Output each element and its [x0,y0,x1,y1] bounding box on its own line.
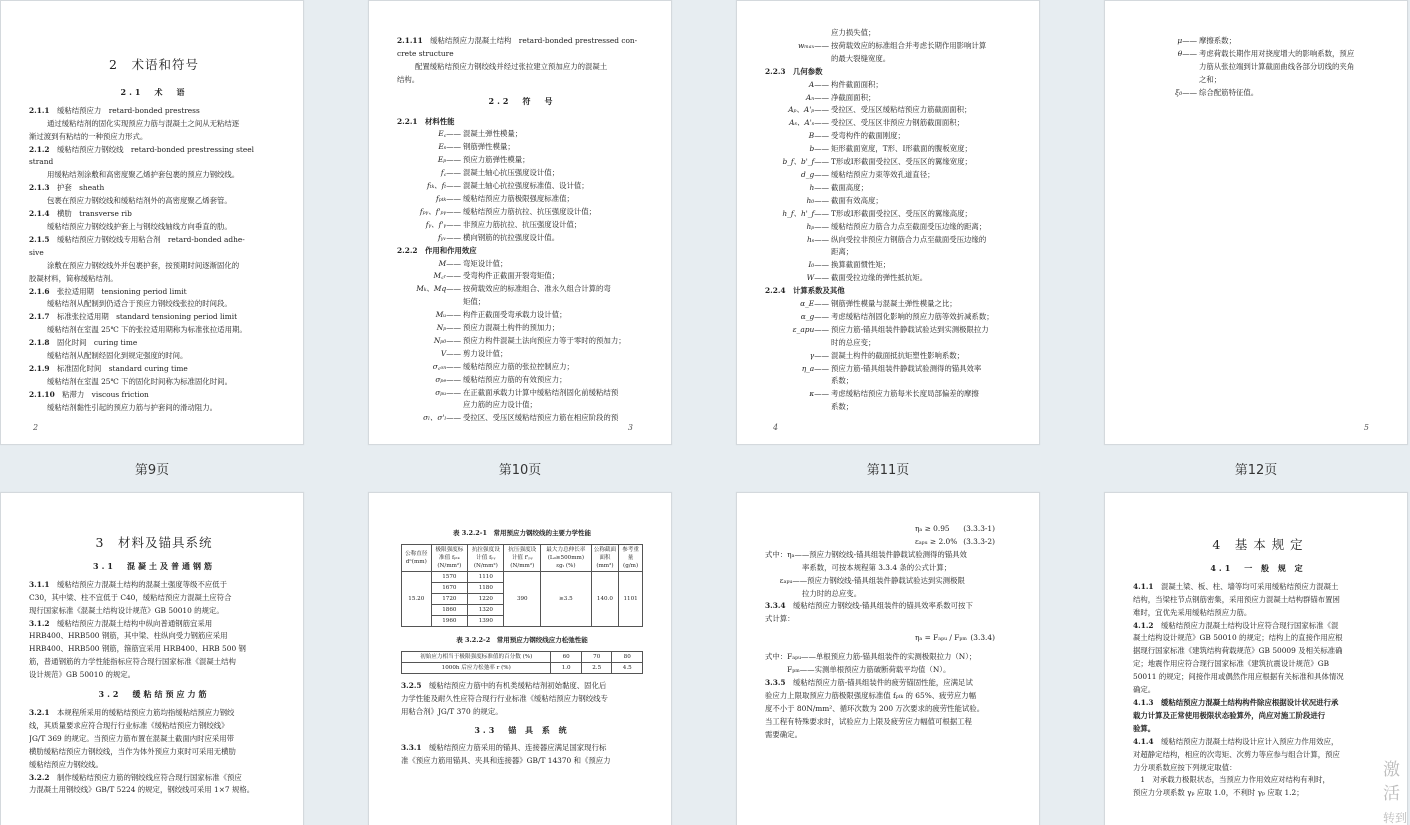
text-line: 缓粘结预应力钢绞线。 [29,759,103,769]
text-line: HRB400、HRB500 钢筋，其中梁、柱纵向受力钢筋应采用 [29,631,228,641]
text-line: 配置缓粘结预应力钢绞线并经过张拉建立预加应力的混凝土 [415,61,608,71]
page-thumbnail-10[interactable] [368,0,672,445]
section-title: 3.2 缓粘结预应力筋 [98,689,210,700]
symbol-row: Eₛ—— 钢筋弹性模量； [438,142,515,152]
symbol-row: fₜₖ、fₜ—— 混凝土轴心抗拉强度标准值、设计值； [427,181,589,191]
text-line: 2.1.3 护套 sheath [29,183,105,193]
symbol-row: η_a—— 预应力筋-锚具组装件静载试验测得的锚具效率 [801,363,982,373]
symbol-row: fᵧ、f'ᵧ—— 非预应力筋抗拉、抗压强度设计值； [425,219,582,229]
symbol-row: A—— 构件截面面积； [808,79,883,89]
page-12-content [1133,35,1383,100]
text-line: sive [29,247,44,257]
table-caption: 表 3.2.2-1 常用预应力钢绞线的主要力学性能 [452,529,592,537]
symbol-row: 的最大裂缝宽度。 [831,53,891,63]
page-thumbnail-12[interactable] [1104,0,1408,445]
subsection-heading: 2.2.2 作用和作用效应 [397,245,477,255]
symbol-row: B—— 受弯构件的截面刚度； [808,131,905,141]
text-line: 4.1.3 缓粘结预应力混凝土结构构件除应根据设计状况进行承 [1133,697,1339,707]
page-11-content [765,27,1015,414]
text-line: 率系数，可按本规程第 3.3.4 条的公式计算； [765,562,952,572]
text-line: C30，其中梁、柱不宜低于 C40，缓粘结预应力混凝土应符合 [29,592,232,602]
page-label-12[interactable]: 第12页 [1234,463,1278,478]
symbol-row: Eₚ—— 预应力筋弹性模量； [437,155,530,165]
text-line: JG/T 369 的规定。当预应力筋布置在混凝土截面内时应采用带 [29,733,235,743]
symbol-row: 系数； [831,402,854,412]
text-line: 当工程有特殊要求时，试验应力上限及疲劳应力幅值可根据工程 [765,716,972,726]
symbol-row: f꜀—— 混凝土轴心抗压强度设计值； [440,168,560,178]
section-title: 3.3 锚 具 系 统 [474,724,570,735]
symbol-row: b—— 矩形截面宽度，T形、I形截面的腹板宽度； [809,144,972,154]
section-title: 3.1 混凝土及普通钢筋 [93,560,215,571]
table-row: 初始应力相当于极限强度标准值的百分数 (%) 60 70 80 [402,651,643,662]
text-line: 2.1.2 缓粘结预应力钢绞线 retard-bonded prestressing steel [29,144,255,154]
text-line: 2.1.10 粘滞力 viscous friction [29,389,149,399]
symbol-row: Nₚ—— 预应力混凝土构件的预加力； [436,323,560,333]
page-9-content [29,31,279,415]
symbol-row: Mₖ、Mq—— 按荷载效应的标准组合、准永久组合计算的弯 [416,284,611,294]
text-line: 式中：ηₐ——预应力钢绞线-锚具组装件静载试验测得的锚具效 [765,549,967,559]
text-line: 1 对承载力极限状态，当预应力作用效应对结构有利时， [1133,775,1330,785]
table-header-cell: 参考重量 (g/m) [619,544,643,571]
text-line: 2.1.8 固化时间 curing time [29,338,138,348]
page-thumbnail-15[interactable] [736,492,1040,825]
page-thumbnail-9[interactable] [0,0,304,445]
text-line: 力分项系数应按下列规定取值： [1133,762,1237,772]
symbol-row: I₀—— 换算截面惯性矩； [808,260,891,270]
relaxation-table [401,651,643,674]
page-thumbnail-13[interactable] [0,492,304,825]
symbol-row: σₚₑ—— 缓粘结预应力筋的有效预应力； [435,374,567,384]
table-header-cell: 抗拉强度设计值 fₚᵧ (N/mm²) [468,544,504,571]
symbol-row: W—— 截面受拉边缘的弹性抵抗矩。 [806,273,928,283]
symbol-row: 距离； [831,247,854,257]
text-line: 横肋缓粘结预应力钢绞线，当作为体外预应力束时可采用无横肋 [29,746,236,756]
text-line: 验算。 [1133,723,1156,733]
symbol-row: hₛ—— 纵向受拉非预应力钢筋合力点至截面受压边缘的 [806,234,987,244]
text-line: 3.2.5 缓粘结预应力筋中的有机类缓粘结剂初始黏度、固化后 [401,680,607,690]
page-thumbnail-16[interactable] [1104,492,1408,825]
text-line: 3.3.5 缓粘结预应力筋-锚具组装件的疲劳锚固性能，应满足试 [765,677,973,687]
text-line: 用缓粘结剂涂敷和高密度聚乙烯护套包裹的预应力钢绞线。 [47,170,240,180]
symbol-row: d_g—— 缓粘结预应力束等效孔道直径； [801,169,935,179]
chapter-title: 3 材料及锚具系统 [95,535,213,550]
symbol-row: α_E—— 钢筋弹性模量与混凝土弹性模量之比； [800,299,957,309]
text-line: 预应力分项系数 γₚ 应取 1.0，不利时 γₚ 应取 1.2； [1133,788,1304,798]
text-line: 2.1.4 横肋 transverse rib [29,209,132,219]
text-line: 缓粘结剂黏性引起的预应力筋与护套间的滑动阻力。 [47,402,217,412]
text-line: 凝土结构设计规范》GB 50010 的规定；结构上的直接作用应根 [1133,633,1343,643]
text-line: εₐₚᵤ——预应力钢绞线-锚具组装件静载试验达到实测极限 [765,575,965,585]
page-number: 5 [1363,423,1369,432]
symbol-row: μ—— 摩擦系数； [1177,36,1236,45]
text-line: 3.1.1 缓粘结预应力混凝土结构的混凝土强度等级不应低于 [29,579,227,589]
text-line: 2.1.5 缓粘结预应力钢绞线专用粘合剂 retard-bonded adhe- [29,234,245,244]
page-label-11[interactable]: 第11页 [866,463,910,478]
text-line: 2.1.11 缓粘结预应力混凝土结构 retard-bonded prestressed con- [397,36,638,45]
symbol-row: σₗ、σ'ₗ—— 受拉区、受压区缓粘结预应力筋在相应阶段的预 [423,413,619,423]
symbol-row: fₚₜₖ—— 缓粘结预应力筋极限强度标准值； [436,193,574,203]
text-line: 渐过渡到有粘结的一种预应力形式。 [29,131,148,141]
table-row: 1000h 后应力松弛率 r (%) 1.0 2.5 4.5 [402,662,643,673]
symbol-row: 时的总应变； [831,337,876,347]
symbol-row: fₚᵧ、f'ₚᵧ—— 缓粘结预应力筋抗拉、抗压强度设计值； [419,206,597,216]
symbol-row: 之和； [1199,74,1222,84]
symbol-row: 应力筋的应力设计值； [463,400,537,410]
text-line: 2.1.9 标准固化时间 standard curing time [29,363,188,373]
subsection-heading: 2.2.4 计算系数及其他 [765,286,845,296]
subsection-heading: 2.2.1 材料性能 [397,116,455,126]
text-line: 2.1.7 标准张拉适用期 standard tensioning period limit [29,312,238,322]
text-line: 式中：Fₐₚᵤ——单根预应力筋-锚具组装件的实测极限拉力（N）； [765,652,977,662]
table-row: 1670 1180 [402,582,643,593]
text-line: 难时，宜优先采用缓粘结预应力筋。 [1133,607,1252,617]
symbol-row: γ—— 混凝土构件的截面抵抗矩塑性影响系数； [809,350,965,360]
text-line: 筋，普通钢筋的力学性能指标应符合现行国家标准《混凝土结构 [29,657,236,667]
symbol-row: h—— 截面高度； [809,182,868,192]
page-thumbnail-14[interactable] [368,492,672,825]
symbol-row: 系数； [831,376,854,386]
table-row: 15.20 1570 1110 390 ≥3.5 140.0 1101 [402,571,643,582]
symbol-row: Nₚ₀—— 预应力构件混凝土法向预应力等于零时的预加力； [433,335,626,345]
symbol-row: Aₙ—— 净截面面积； [805,92,876,102]
text-line: 50011 的规定；间接作用或偶然作用应根据有关标准和具体情况 [1133,672,1344,682]
text-line: 缓粘结剂在室温 25℃ 下的张拉适用期称为标准张拉适用期。 [47,325,247,335]
table-row: 1720 1220 [402,593,643,604]
text-line: 现行国家标准《混凝土结构设计规范》GB 50010 的规定。 [29,605,224,615]
symbol-row: Aₛ、A'ₛ—— 受拉区、受压区非预应力钢筋截面面积； [789,118,965,128]
symbol-row: κ—— 考虑缓粘结预应力筋每米长度局部偏差的摩擦 [809,389,979,399]
text-line: 度不小于 80N/mm²、循环次数为 200 万次要求的疲劳性能试验。 [765,703,985,713]
chapter-title: 2 术语和符号 [109,57,199,72]
text-line: 缓粘结剂从配制经固化到规定强度的时间。 [47,351,188,361]
table-header-cell: 最大力总伸长率 (L₀≥500mm) εgₜ (%) [541,544,592,571]
table-header-cell: 公称直径 dⁿ(mm) [402,544,432,571]
symbol-row: h₀—— 截面有效高度； [806,195,883,205]
text-line: 缓粘结预应力钢绞线护套上与钢绞线轴线方向垂直的肋。 [47,221,232,231]
section-title: 2.2 符 号 [488,95,556,106]
symbol-row: Mᵤ—— 构件正截面受弯承载力设计值； [435,310,567,320]
formula-3-3-4: ηₐ = Fₐₚᵤ / Fₚₘ (3.3.4) [915,633,995,643]
symbol-row: σₚᵤ—— 在正截面承载力计算中缓粘结剂固化前缓粘结预 [435,387,619,397]
text-line: 力混凝土用钢绞线》GB/T 5224 的规定，钢绞线可采用 1×7 规格。 [29,785,255,795]
text-line: Fₚₘ——实测单根预应力筋破断荷载平均值（N）。 [765,665,951,675]
symbol-row: V—— 剪力设计值； [440,348,508,358]
text-line: 准《预应力筋用锚具、夹具和连接器》GB/T 14370 和《预应力 [401,756,611,766]
symbol-row: θ—— 考虑荷载长期作用对挠度增大的影响系数，预应 [1177,48,1355,58]
symbol-row: σ꜀ₒₙ—— 缓粘结预应力筋的张拉控制应力； [432,361,574,371]
symbol-row: E꜀—— 混凝土弹性模量； [438,129,523,139]
symbol-row: wₘₐₓ—— 按荷载效应的标准组合并考虑长期作用影响计算 [797,40,987,50]
symbol-row: ε_apu—— 预应力筋-锚具组装件静载试验达到实测极限拉力 [792,324,989,334]
text-line: 通过缓粘结剂的固化实现预应力筋与混凝土之间从无粘结逐 [47,118,240,128]
text-line: 3.1.2 缓粘结预应力混凝土结构中纵向普通钢筋宜采用 [29,618,213,628]
text-line: 载力计算及正常使用极限状态验算外，尚应对施工阶段进行 [1133,710,1326,720]
activation-watermark: 激活 转到 [1383,760,1408,825]
page-thumbnail-11[interactable] [736,0,1040,445]
text-line: 需要确定。 [765,729,802,739]
text-line: 据现行国家标准《建筑结构荷载规范》GB 50009 及相关标准确 [1133,646,1343,656]
symbol-row: M꜀ᵣ—— 受弯构件正截面开裂弯矩值； [433,271,560,281]
symbol-row: Aₚ、A'ₚ—— 受拉区、受压区缓粘结预应力筋截面面积； [788,105,972,115]
text-line: 缓粘结剂在室温 25℃ 下的固化时间称为标准固化时间。 [47,376,232,386]
page-number: 2 [33,423,39,432]
formula-3-3-3-2: εₐₚᵤ ≥ 2.0% (3.3.3-2) [915,536,995,546]
symbol-row: hₚ—— 缓粘结预应力筋合力点至截面受压边缘的距离； [806,221,987,231]
text-line: 3.2.2 制作缓粘结预应力筋的钢绞线应符合现行国家标准《预应 [29,772,242,782]
symbol-row: h_f、h'_f—— T形或I形截面受拉区、受压区的翼缘高度； [782,208,972,218]
symbol-row: α_g—— 考虑缓粘结剂固化影响的预应力筋等效折减系数； [800,311,994,321]
text-line: strand [29,157,54,167]
symbol-row: b_f、b'_f—— T形或I形截面受拉区、受压区的翼缘宽度； [782,157,972,167]
text-line: 拉力时的总应变。 [765,588,862,598]
chapter-title: 4 基 本 规 定 [1212,537,1304,552]
text-line: 定；地震作用应符合现行国家标准《建筑抗震设计规范》GB [1133,659,1330,669]
page-15-content [765,523,1015,742]
text-line: 对超静定结构，相应的次弯矩、次剪力等应参与组合计算，预应 [1133,749,1340,759]
text-line: 结构，当梁柱节点钢筋密集，采用预应力混凝土结构群锚布置困 [1133,594,1340,604]
table-header-cell: 抗压强度设计值 f'ₚᵧ (N/mm²) [504,544,541,571]
page-16-content [1133,513,1383,800]
table-caption: 表 3.2.2-2 常用预应力钢绞线应力松弛性能 [456,635,588,644]
symbol-row: 矩值； [463,297,486,307]
text-line: 设计规范》GB 50010 的规定。 [29,670,136,680]
text-line: 涂敷在预应力钢绞线外并包裹护套，按预期时间逐渐固化的 [47,260,240,270]
section-title: 2.1 术 语 [120,86,188,97]
table-header-cell: 极限强度标准值 fₚₜₖ (N/mm²) [431,544,468,571]
text-line: HRB400、HRB500 钢筋，箍筋宜采用 HRB400、HRB 500 钢 [29,644,246,654]
text-line: 4.1.4 缓粘结预应力混凝土结构设计应计入预应力作用效应， [1133,736,1339,746]
symbol-row: ξ₀—— 综合配筋特征值。 [1175,87,1259,97]
text-line: 线，其质量要求应符合现行行业标准《缓粘结预应力钢绞线》 [29,720,229,730]
symbol-row: 力筋从张拉端到计算截面曲线各部分切线的夹角 [1199,61,1355,71]
page-label-10[interactable]: 第10页 [498,463,542,478]
table-header-cell: 公称截面面积 (mm²) [591,544,619,571]
text-line: 胶凝材料，简称缓粘结剂。 [29,273,118,283]
text-line: 3.3.4 缓粘结预应力钢绞线-锚具组装件的锚具效率系数可按下 [765,601,973,611]
page-number: 4 [773,423,779,432]
text-line: 2.1.6 张拉适用期 tensioning period limit [29,286,187,296]
text-line: 2.1.1 缓粘结预应力 retard-bonded prestress [29,105,200,115]
page-label-9[interactable]: 第9页 [134,463,170,478]
section-title: 4.1 一 般 规 定 [1210,562,1306,573]
strand-properties-table [401,544,643,627]
text-line: 缓粘结剂从配制到仍适合于预应力钢绞线张拉的时间段。 [47,299,232,309]
text-line: 式计算： [765,614,795,624]
text-line: 力学性能及耐久性应符合现行行业标准《缓粘结预应力钢绞线专 [401,693,608,703]
subsection-heading: 2.2.3 几何参数 [765,66,823,76]
table-row: 1960 1390 [402,615,643,626]
text-line: 3.2.1 本规程所采用的缓粘结预应力筋均指缓粘结预应力钢绞 [29,707,235,717]
text-line: 验应力上限取预应力筋极限强度标准值 fₚₜₖ 的 65%、疲劳应力幅 [765,690,977,700]
formula-3-3-3-1: ηₐ ≥ 0.95 (3.3.3-1) [915,524,995,533]
symbol-row: M—— 弯矩设计值； [438,258,508,268]
page-14-content [401,521,643,768]
text-line: crete structure [397,48,454,58]
table-row: 1860 1320 [402,604,643,615]
text-line: 用粘合剂》JG/T 370 的规定。 [401,706,503,716]
symbol-row: 应力损失值； [831,28,876,37]
symbol-row: fᵧᵥ—— 横向钢筋的抗拉强度设计值。 [437,232,560,242]
page-10-content [397,35,647,425]
text-line: 包裹在预应力钢绞线和缓粘结剂外的高密度聚乙烯套管。 [47,196,232,206]
text-line: 4.1.1 混凝土梁、板、柱、墙等均可采用缓粘结预应力混凝土 [1133,581,1339,591]
text-line: 结构。 [397,74,420,84]
text-line: 3.3.1 缓粘结预应力筋采用的锚具、连接器应满足国家现行标 [401,743,607,753]
text-line: 确定。 [1133,685,1156,695]
page-13-content [29,513,279,797]
page-number: 3 [627,423,633,432]
text-line: 4.1.2 缓粘结预应力混凝土结构设计应符合现行国家标准《混 [1133,620,1339,630]
